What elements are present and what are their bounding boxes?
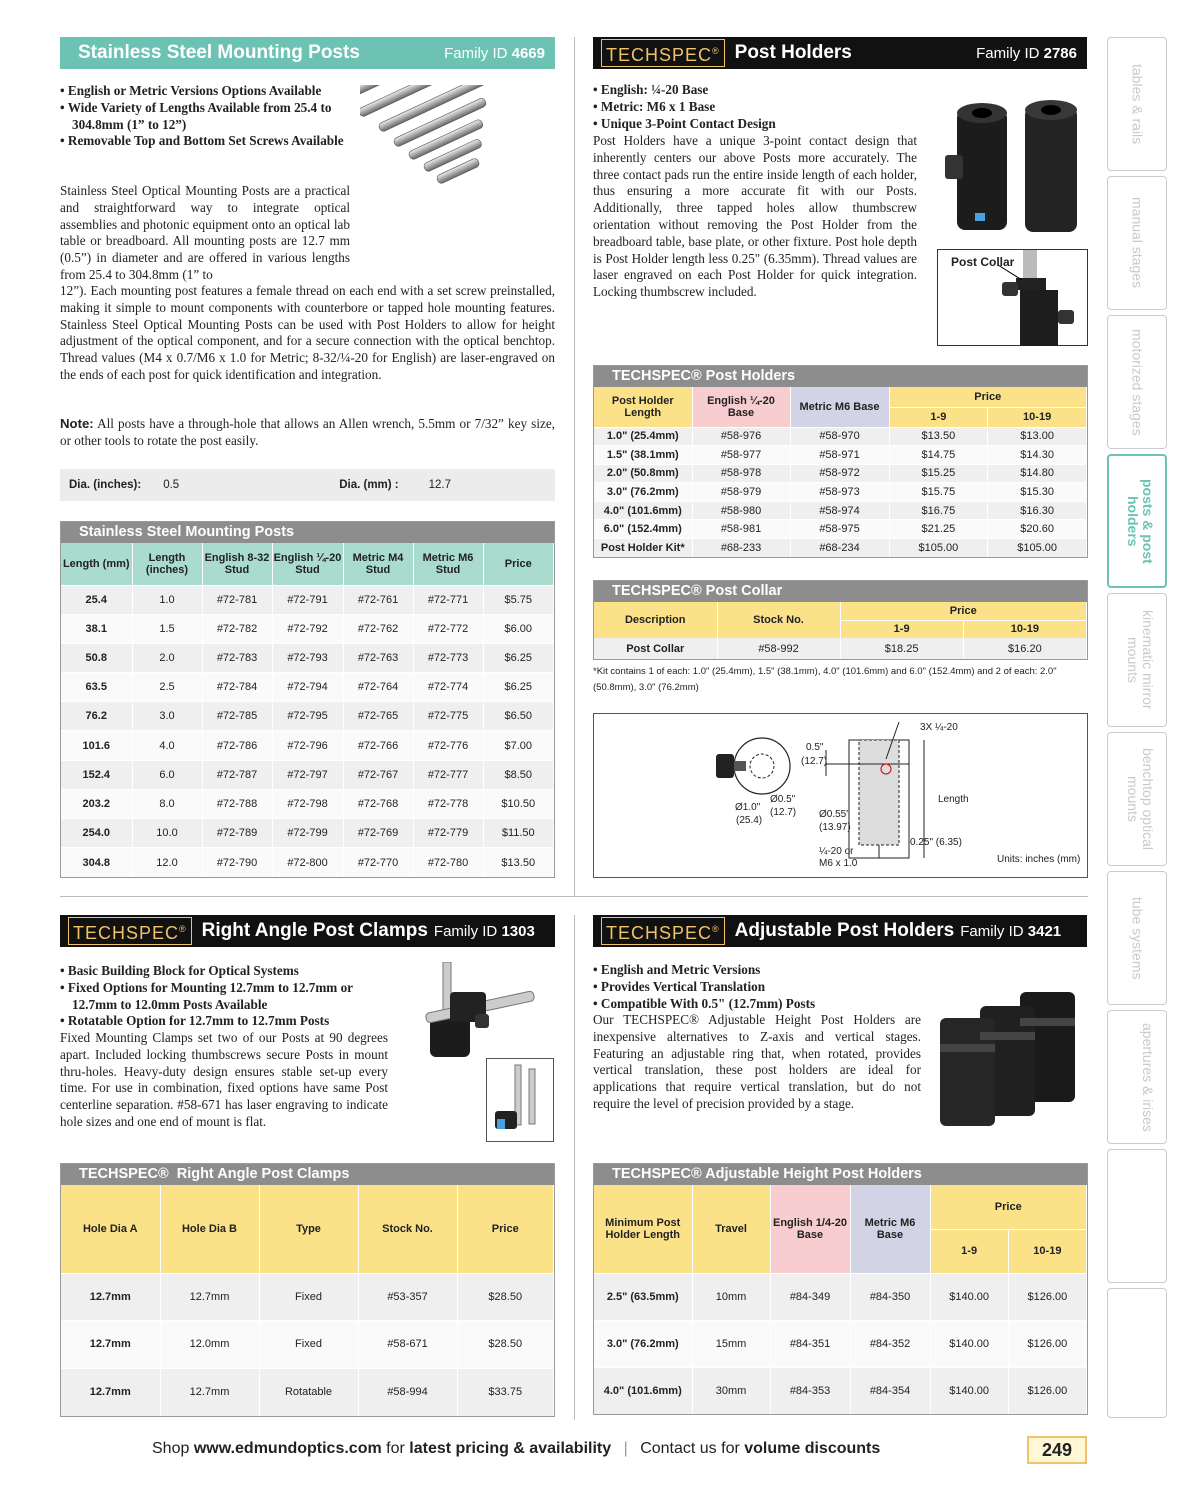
table-cell: #72-766 [343,731,413,760]
table-cell: #72-794 [272,673,343,702]
table-row [61,819,554,848]
table-cell: #72-783 [202,643,272,672]
post-collar-callout: Post Collar [951,255,1015,269]
posts-title: Stainless Steel Mounting Posts [78,42,360,63]
table-cell: 3.0" (76.2mm) [594,1320,692,1367]
table-cell: $16.75 [889,501,988,520]
table-cell: 1.5 [132,614,202,643]
table-cell: $16.30 [988,501,1087,520]
table-cell: $21.25 [889,520,988,539]
tab-tube-systems[interactable]: tube systems [1107,871,1167,1005]
table-row [61,643,554,672]
holders-body: Post Holders have a unique 3-point contact design that inherently centers our above Posts more accurately. The three contact pads run the entire inside length of each holder, thus ensuring a more accurate fit with our Posts. Additionally, three tapped holes allow thumbscrew orientation without removing the Post Holder from the breadboard table, base plate, or other fixture. Post hole depth is Post Holder length less 0.25" (6.35mm). Thread values are laser engraved on each Post Holder for quick integration. Locking thumbscrew included. [593,133,917,300]
table-cell: 12.0 [132,848,202,877]
column-divider [574,37,575,897]
table-cell: #72-792 [272,614,343,643]
list-item: • Unique 3-Point Contact Design [593,115,776,131]
table-cell: 203.2 [61,789,132,818]
footer-url[interactable]: www.edmundoptics.com [193,1440,382,1457]
dim-05b: Ø0.5" [770,794,796,805]
table-cell: $140.00 [930,1273,1008,1320]
table-cell: #72-768 [343,789,413,818]
table-cell: $7.00 [483,731,554,760]
dim-055-mm: (13.97) [819,822,851,833]
table-row [594,1367,1087,1414]
table-cell: 15mm [692,1320,770,1367]
table-cell: #72-795 [272,702,343,731]
table-cell: 304.8 [61,848,132,877]
clamps-banner [60,915,555,947]
table-cell: #58-977 [692,446,790,465]
table-row [594,446,1087,465]
dim-length: Length [938,794,969,805]
post-holders-image [945,95,1085,250]
table-cell: #68-233 [692,539,790,558]
dim-10-mm: (25.4) [736,815,763,826]
table-row [61,731,554,760]
table-cell: 2.0" (50.8mm) [594,464,692,483]
table-cell: 63.5 [61,673,132,702]
tab-blank-1[interactable] [1107,1149,1167,1283]
table-cell: #72-797 [272,760,343,789]
table-cell: 25.4 [61,585,132,614]
table-row [61,760,554,789]
table-cell: #72-793 [272,643,343,672]
table-row [594,483,1087,502]
dim-thread2: M6 x 1.0 [819,858,858,869]
table-cell: #58-971 [790,446,889,465]
table-cell: 10mm [692,1273,770,1320]
table-cell: $13.00 [988,427,1087,446]
posts-body: 12”). Each mounting post features a female thread on each end with a set screw preinstalled, making it simple to mount components with counterbore or tapped hole mounting features. Stainless Steel Optical Mounting Posts can be used with Post Holders to allow for height adjustment of the optical component, and for a secure connection with the optical benchtop. Thread values (M4 x 0.7/M6 x 1.0 for Metric; 8-32/¼-20 for English) are laser-engraved on the ends of each post for quick identification and integration. [60,283,555,382]
table-cell: 10.0 [132,819,202,848]
table-cell: 3.0" (76.2mm) [594,483,692,502]
table-cell: 101.6 [61,731,132,760]
table-cell: $28.50 [457,1321,554,1369]
table-cell: #58-974 [790,501,889,520]
adjustable-table: TECHSPEC® Adjustable Height Post Holders Minimum Post Holder Length Travel English 1/4-20 Base Metric M6 Base Price 1-9 10-19 2.5" (63.5mm) 10mm #84-349 #84-350 $140.00 $126.00 3.0" (76.2mm) 15mm #84-351 #84-352 $140.00 $126.00 4.0" (101.6mm) 30mm #84-353 #84-354 $140.00 $126.00 [593,1163,1088,1415]
table-cell: #72-787 [202,760,272,789]
table-row [594,464,1087,483]
tab-posts-post-holders[interactable]: posts & post holders [1107,454,1167,588]
table-cell: 12.0mm [160,1321,259,1369]
table-row: Post Collar #58-992 $18.25 $16.20 [594,638,1087,659]
holders-banner [593,37,1087,69]
table-cell: $8.50 [483,760,554,789]
list-item: • English: ¼-20 Base [593,82,709,97]
table-cell: #72-776 [413,731,483,760]
table-cell: #72-781 [202,585,272,614]
adjustable-body: Our TECHSPEC® Adjustable Height Post Holders are inexpensive alternatives to Z-axis and vertical stages. Featuring an adjustable ring that, when rotated, provides vertical translation, these post holders are ideal for applications that require vertical translation, but do not require the level of precision provided by a stage. [593,1012,921,1111]
tab-blank-2[interactable] [1107,1288,1167,1418]
table-cell: $105.00 [889,539,988,558]
dim-depth: 0.25" (6.35) [910,837,962,848]
table-cell: #53-357 [358,1273,457,1321]
table-cell: Post Holder Kit* [594,539,692,558]
table-cell: #84-352 [850,1320,930,1367]
table-cell: $126.00 [1008,1367,1086,1414]
techspec-logo: TECHSPEC® [601,917,725,945]
table-cell: $11.50 [483,819,554,848]
dim-05-mm: (12.7) [801,756,828,767]
table-row [594,501,1087,520]
table-cell: #72-777 [413,760,483,789]
table-cell: Fixed [259,1273,358,1321]
footer: Shop www.edmundoptics.com for latest pricing & availability | Contact us for volume discounts [152,1440,881,1457]
table-row [594,539,1087,558]
table-cell: $126.00 [1008,1273,1086,1320]
table-cell: #84-351 [770,1320,850,1367]
tab-manual-stages[interactable]: manual stages [1107,176,1167,310]
list-item: • Provides Vertical Translation [593,978,766,994]
table-cell: #72-767 [343,760,413,789]
table-cell: #68-234 [790,539,889,558]
dim-05b-mm: (12.7) [770,807,797,818]
tab-benchtop-optical-mounts[interactable]: benchtop optical mounts [1107,732,1167,866]
table-cell: #72-782 [202,614,272,643]
holders-bullets [593,82,923,132]
table-cell: 152.4 [61,760,132,789]
table-cell: #72-762 [343,614,413,643]
table-cell: #72-790 [202,848,272,877]
table-cell: #72-769 [343,819,413,848]
table-cell: $15.30 [988,483,1087,502]
table-cell: 12.7mm [61,1368,160,1416]
table-cell: 4.0" (101.6mm) [594,1367,692,1414]
table-cell: 50.8 [61,643,132,672]
techspec-logo: TECHSPEC® [601,39,725,67]
posts-banner [60,37,555,69]
table-cell: Rotatable [259,1368,358,1416]
table-cell: #72-761 [343,585,413,614]
table-cell: #58-994 [358,1368,457,1416]
table-cell: #72-791 [272,585,343,614]
list-item: • English or Metric Versions Options Available [60,83,322,98]
table-row [61,673,554,702]
clamps-table-title: TECHSPEC® Right Angle Post Clamps [61,1164,554,1185]
table-cell: $6.00 [483,614,554,643]
table-cell: #72-779 [413,819,483,848]
kit-footnote: *Kit contains 1 of each: 1.0" (25.4mm), 1.5" (38.1mm), 4.0" (101.6mm) and 6.0" (152.4mm) and 2 of each: 2.0" (50.8mm), 3.0" (76.2mm) [593,666,1057,693]
holders-family: Family ID 2786 [976,44,1077,62]
clamps-image [405,962,555,1062]
table-cell: #72-771 [413,585,483,614]
table-cell: #58-973 [790,483,889,502]
table-row [61,848,554,877]
holders-title: Post Holders [734,42,852,63]
table-cell: $6.25 [483,673,554,702]
posts-family: Family ID 4669 [444,44,545,62]
table-cell: 254.0 [61,819,132,848]
table-cell: #72-796 [272,731,343,760]
clamps-body: Fixed Mounting Clamps set two of our Posts at 90 degrees apart. Included locking thumbscrews secure Posts in mount thru-holes. Heavy-duty design ensures stable set-up every time. For use in combination, fixed options have same Post centerline separation. #58-671 has laser engraving to indicate hole sizes and one end of mount is flat. [60,1030,388,1129]
collar-table-title: TECHSPEC® Post Collar [594,581,1087,602]
table-cell: 76.2 [61,702,132,731]
tab-motorized-stages[interactable]: motorized stages [1107,315,1167,449]
table-cell: #72-788 [202,789,272,818]
list-item: • English and Metric Versions [593,962,761,977]
dim-10: Ø1.0" [735,802,761,813]
table-cell: #72-763 [343,643,413,672]
table-cell: #72-772 [413,614,483,643]
table-cell: 4.0 [132,731,202,760]
holders-table-title: TECHSPEC® Post Holders [594,366,1087,387]
collar-table: TECHSPEC® Post Collar Description Stock No. Price 1-9 10-19 Post Collar #58-992 $18.25 $16.20 [593,580,1088,660]
table-cell: $14.80 [988,464,1087,483]
clamps-inset [486,1058,554,1142]
table-cell: #72-798 [272,789,343,818]
list-item: • Fixed Options for Mounting 12.7mm to 12.7mm or 12.7mm to 12.0mm Posts Available [60,979,353,1012]
table-cell: #72-765 [343,702,413,731]
table-cell: #58-976 [692,427,790,446]
table-cell: #58-981 [692,520,790,539]
dim-055: Ø0.55" [819,809,850,820]
table-cell: #58-980 [692,501,790,520]
table-cell: #72-800 [272,848,343,877]
list-item: • Compatible With 0.5" (12.7mm) Posts [593,995,816,1011]
adjustable-title: Adjustable Post Holders [734,920,955,941]
tab-kinematic-mirror-mounts[interactable]: kinematic mirror mounts [1107,593,1167,727]
posts-bullets [60,83,360,150]
techspec-logo: TECHSPEC® [68,917,192,945]
table-row [594,1320,1087,1367]
table-cell: #72-764 [343,673,413,702]
table-cell: 8.0 [132,789,202,818]
table-cell: #72-799 [272,819,343,848]
table-cell: $33.75 [457,1368,554,1416]
table-row [594,427,1087,446]
table-cell: #58-972 [790,464,889,483]
clamps-table: TECHSPEC® Right Angle Post Clamps Hole Dia A Hole Dia B Type Stock No. Price 12.7mm 12.7mm Fixed #53-357 $28.50 12.7mm 12.0mm Fixed #58-671 $28.50 12.7mm 12.7mm Rotatable #58-994 $33.75 [60,1163,555,1417]
holders-table: TECHSPEC® Post Holders Post Holder Length English ¼-20 Base Metric M6 Base Price 1-9 10-19 1.0" (25.4mm) #58-976 #58-970 $13.50 $13.00 1.5" (38.1mm) #58-977 #58-971 $14.75 $14.30 2.0" (50.8mm) #58-978 #58-972 $15.25 $14.80 3.0" (76.2mm) #58-979 #58-973 $15.75 $15.30 4.0" (101.6mm) #58-980 #58-974 $16.75 $16.30 6.0" (152.4mm) #58-981 #58-975 $21.25 $20.60 Post Holder Kit* #68-233 #68-234 $105.00 $105.00 [593,365,1088,558]
table-cell: 12.7mm [160,1368,259,1416]
dim-taps: 3X ¼-20 [920,722,958,733]
table-cell: $5.75 [483,585,554,614]
table-cell: $126.00 [1008,1320,1086,1367]
table-cell: 4.0" (101.6mm) [594,501,692,520]
table-cell: 6.0" (152.4mm) [594,520,692,539]
mounting-posts-image [360,85,550,235]
dim-thread1: ¼-20 or [819,846,854,857]
posts-table: Stainless Steel Mounting Posts Length (mm) Length (inches) English 8-32 Stud English ¼-20 Stud Metric M4 Stud Metric M6 Stud Price 25.4 1.0 #72-781 #72-791 #72-761 #72-771 $5.75 38.1 1.5 #72-782 #72-792 #72-762 #72-772 $6.00 50.8 2.0 #72-783 #72-793 #72-763 #72-773 $6.25 63.5 2.5 #72-784 #72-794 #72-764 #72-774 $6.25 76.2 3.0 #72-785 #72-795 #72-765 #72-775 $6.50 101.6 4.0 #72-786 #72-796 #72-766 #72-776 $7.00 152.4 6.0 #72-787 #72-797 #72-767 #72-777 $8.50 203.2 8.0 #72-788 #72-798 #72-768 #72-778 $10.50 254.0 10.0 #72-789 #72-799 #72-769 #72-779 $11.50 304.8 12.0 #72-790 #72-800 #72-770 #72-780 $13.50 [60,521,555,878]
table-cell: #72-786 [202,731,272,760]
page-number: 249 [1027,1436,1087,1464]
table-row [61,702,554,731]
table-cell: 38.1 [61,614,132,643]
table-cell: #72-774 [413,673,483,702]
adjustable-holders-image [935,992,1085,1127]
table-cell: $15.75 [889,483,988,502]
tab-tables-rails[interactable]: tables & rails [1107,37,1167,171]
table-cell: $140.00 [930,1320,1008,1367]
table-cell: #58-671 [358,1321,457,1369]
clamps-bullets [60,963,395,1030]
table-cell: $13.50 [889,427,988,446]
table-cell: $6.25 [483,643,554,672]
table-cell: #72-784 [202,673,272,702]
table-cell: 12.7mm [61,1321,160,1369]
table-cell: 30mm [692,1367,770,1414]
table-row [61,789,554,818]
table-cell: $13.50 [483,848,554,877]
table-cell: $14.30 [988,446,1087,465]
table-cell: 3.0 [132,702,202,731]
table-cell: 6.0 [132,760,202,789]
holder-diagram [593,713,1088,878]
table-cell: Fixed [259,1321,358,1369]
table-cell: $20.60 [988,520,1087,539]
posts-spec-bar: Dia. (inches): 0.5 Dia. (mm) : 12.7 [60,469,555,501]
table-cell: #72-789 [202,819,272,848]
table-cell: $15.25 [889,464,988,483]
table-row [61,614,554,643]
table-cell: 12.7mm [61,1273,160,1321]
dim-units: Units: inches (mm) [997,854,1081,865]
table-row [61,1368,554,1416]
table-cell: #84-350 [850,1273,930,1320]
table-cell: $105.00 [988,539,1087,558]
adjustable-bullets [593,962,923,1012]
table-cell: #58-975 [790,520,889,539]
adjustable-table-title: TECHSPEC® Adjustable Height Post Holders [594,1164,1087,1185]
table-cell: #72-778 [413,789,483,818]
adjustable-family: Family ID 3421 [960,922,1062,940]
table-cell: 12.7mm [160,1273,259,1321]
list-item: • Rotatable Option for 12.7mm to 12.7mm Posts [60,1013,330,1029]
tab-apertures-irises[interactable]: apertures & irises [1107,1010,1167,1144]
table-cell: #72-780 [413,848,483,877]
table-cell: #58-970 [790,427,889,446]
table-cell: #72-770 [343,848,413,877]
table-row [61,1273,554,1321]
table-row [594,1273,1087,1320]
section-divider [60,896,1088,897]
table-cell: #72-785 [202,702,272,731]
clamps-title: Right Angle Post Clamps [201,920,428,941]
posts-table-title: Stainless Steel Mounting Posts [61,522,554,543]
table-cell: #72-775 [413,702,483,731]
column-divider-lower [574,915,575,1420]
table-cell: 1.0" (25.4mm) [594,427,692,446]
table-cell: #84-349 [770,1273,850,1320]
table-cell: 2.5" (63.5mm) [594,1273,692,1320]
list-item: • Wide Variety of Lengths Available from 25.4 to 304.8mm (1” to 12”) [60,99,332,132]
post-collar-inset [937,249,1088,346]
posts-body-a: Stainless Steel Optical Mounting Posts are a practical and straightforward way to integrate optical assemblies and photonic equipment onto an optical lab table or breadboard. All mounting posts are 12.7 mm (0.5”) in diameter and are offered in various lengths from 25.4 to 304.8mm (1” to [60,183,350,282]
table-cell: #58-979 [692,483,790,502]
table-cell: $140.00 [930,1367,1008,1414]
list-item: • Basic Building Block for Optical Systems [60,963,299,978]
table-cell: $10.50 [483,789,554,818]
adjustable-banner [593,915,1087,947]
table-cell: #58-978 [692,464,790,483]
table-cell: 2.0 [132,643,202,672]
table-cell: $6.50 [483,702,554,731]
list-item: • Removable Top and Bottom Set Screws Available [60,133,344,149]
table-cell: 2.5 [132,673,202,702]
table-cell: #84-354 [850,1367,930,1414]
clamps-family: Family ID 1303 [433,922,535,940]
table-cell: $14.75 [889,446,988,465]
table-cell: 1.5" (38.1mm) [594,446,692,465]
table-cell: $28.50 [457,1273,554,1321]
table-cell: #72-773 [413,643,483,672]
posts-note: Note: All posts have a through-hole that allows an Allen wrench, 5.5mm or 7/32” key size, or other tools to rotate the post easily. [60,416,555,448]
dim-05: 0.5" [806,742,824,753]
table-row [594,520,1087,539]
table-row [61,1321,554,1369]
table-cell: 1.0 [132,585,202,614]
table-row [61,585,554,614]
list-item: • Metric: M6 x 1 Base [593,98,716,114]
table-cell: #84-353 [770,1367,850,1414]
